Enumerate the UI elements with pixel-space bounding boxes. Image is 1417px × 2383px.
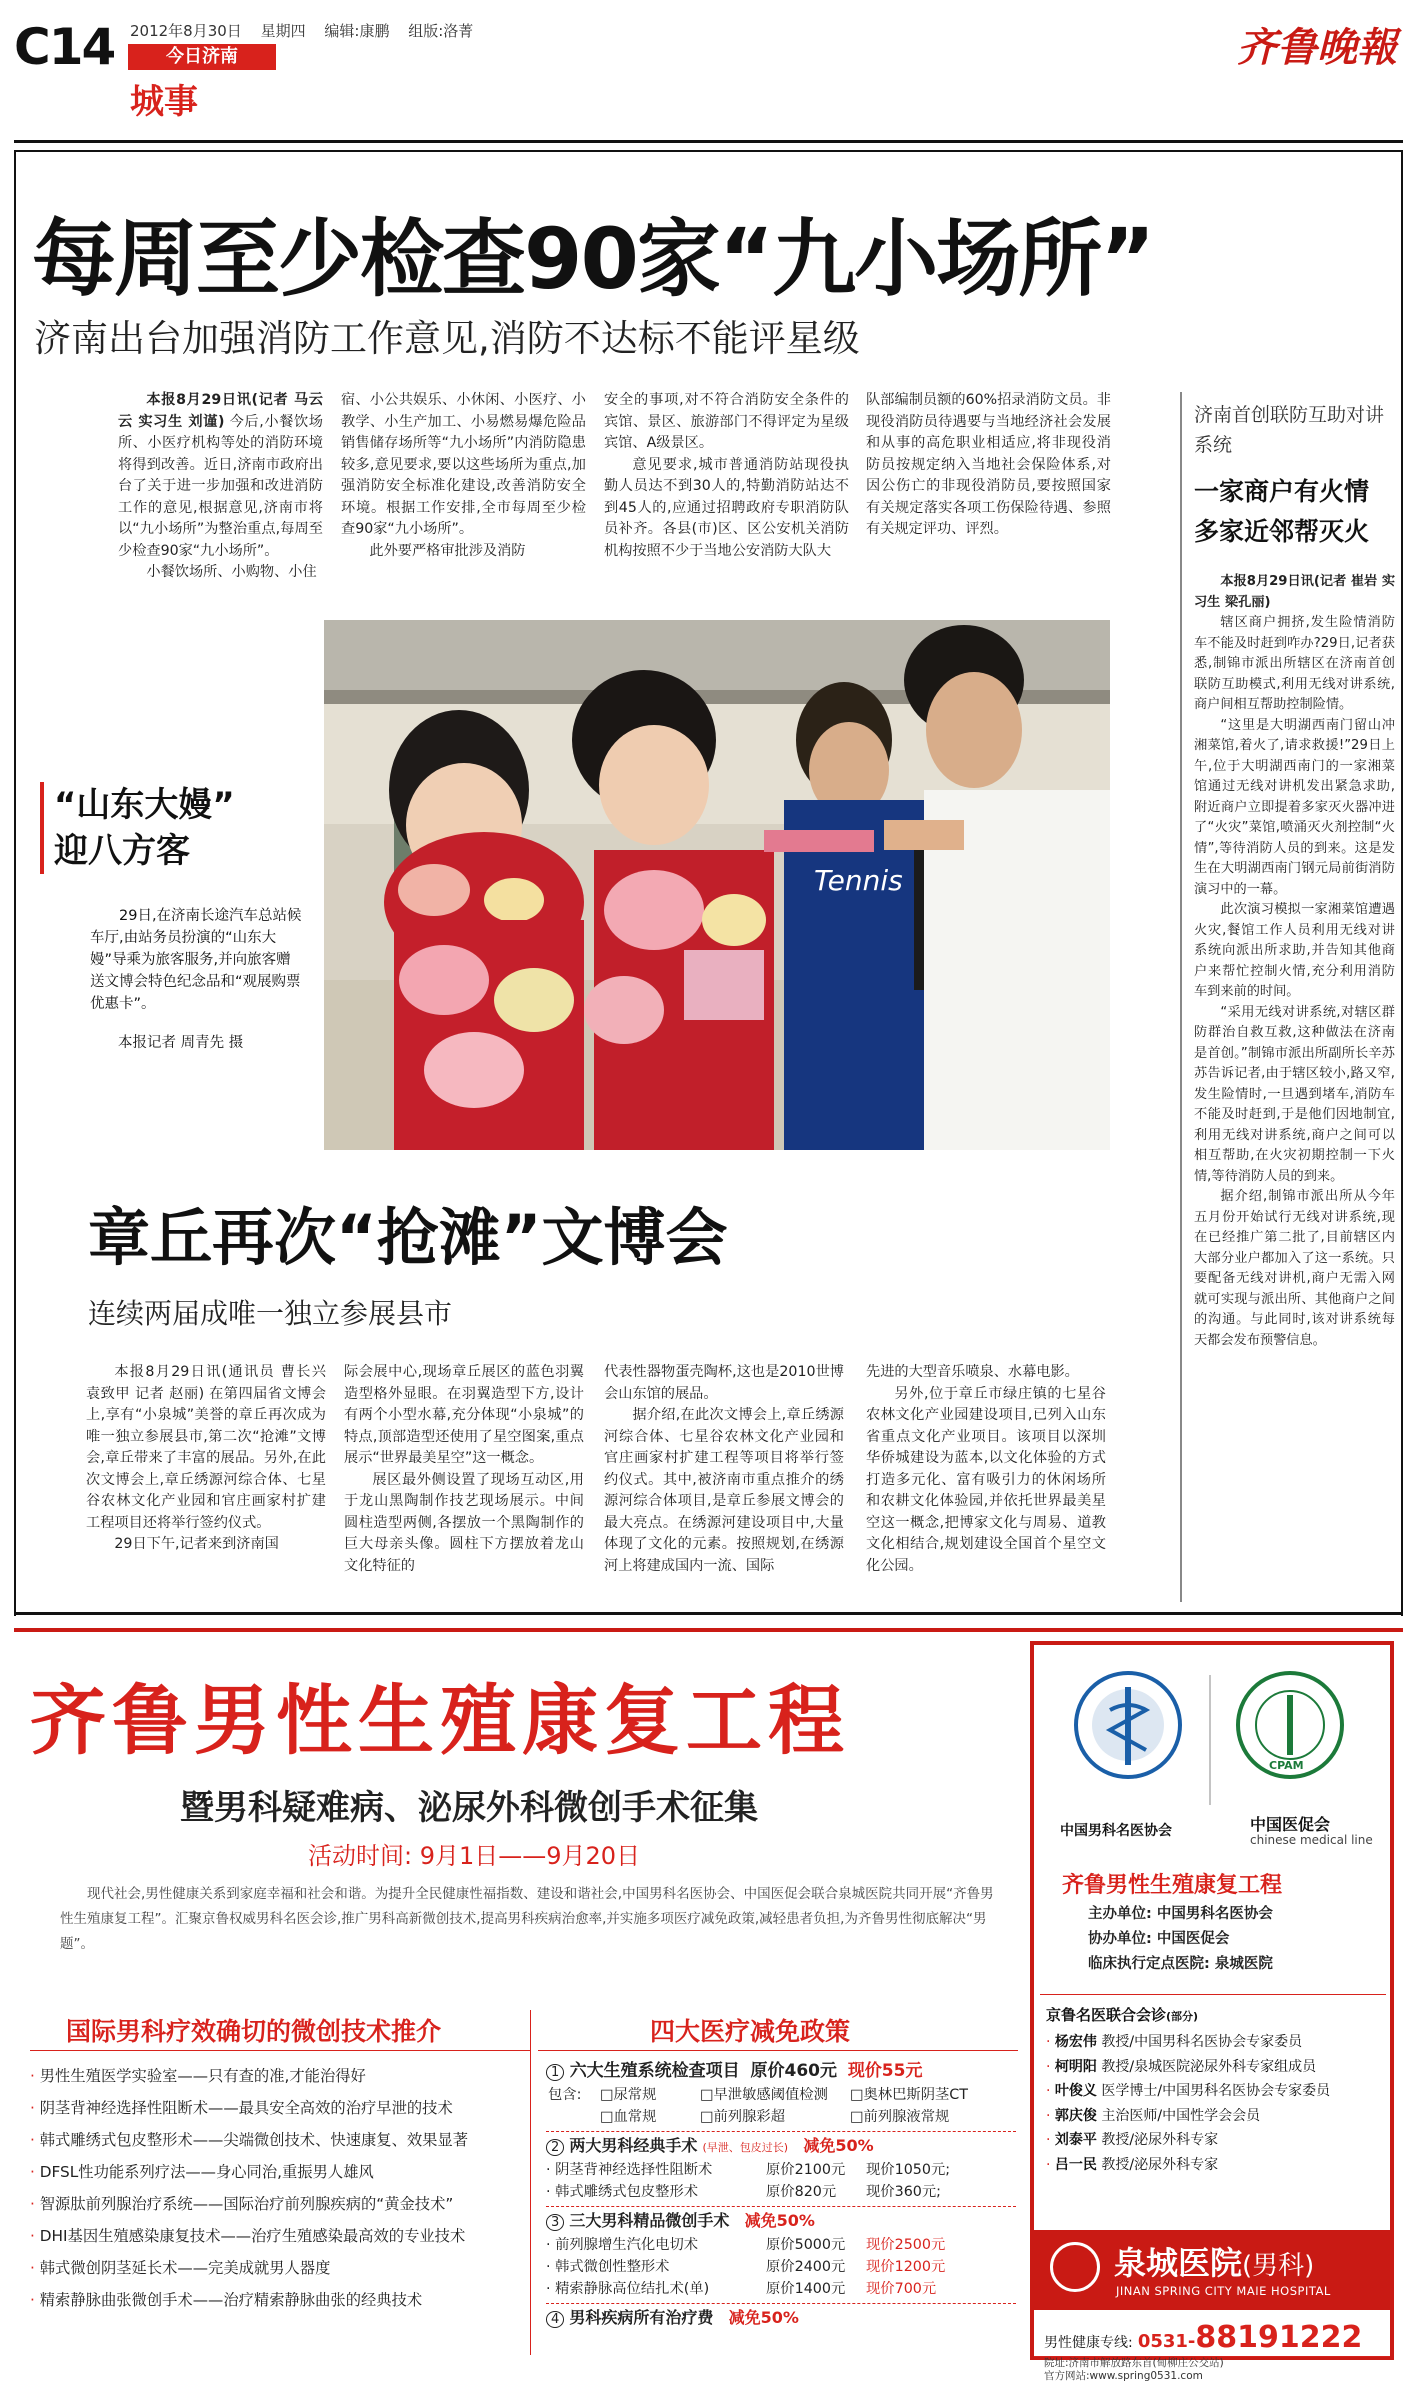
article1-byline: 本报8月29日讯(记者 马云云 实习生 刘谨)	[118, 392, 323, 430]
article2-col4-p1: 先进的大型音乐喷泉、水幕电影。	[866, 1364, 1079, 1380]
ad-column-divider	[530, 2010, 531, 2355]
policy-1-name: 六大生殖系统检查项目	[569, 2061, 740, 2081]
article1-col2-p2: 此外要严格审批涉及消防	[369, 542, 526, 559]
policy-4-discount: 减免50%	[728, 2308, 799, 2327]
sidebar-story	[1180, 392, 1395, 1602]
policy-2-note: (早泄、包皮过长)	[702, 2141, 789, 2154]
sidebar-p5: 据介绍,制锦市派出所从今年五月份开始试行无线对讲系统,现在已经推广第二批了,目前辖区内大部分业户都加入了这一系统。只要配备无线对讲机,商户无需入网就可实现与派出所、其他商户之间的沟通。与此同时,该对讲系统每天都会发布预警信息。	[1194, 1189, 1395, 1348]
org2-seal-abbr: CPAM	[1269, 1759, 1304, 1772]
article1-col4	[866, 390, 1111, 541]
masthead-logo: 齐鲁晚報	[1237, 24, 1397, 71]
policy-row: · 阴茎背神经选择性阻断术 原价2100元 现价1050元;	[546, 2162, 951, 2178]
article2-subheadline: 连续两届成唯一独立参展县市	[88, 1297, 453, 1330]
section-tag: 今日济南	[128, 44, 276, 70]
article2-col2-p2: 展区最外侧设置了现场互动区,用于龙山黑陶制作技艺现场展示。中间圆柱造型两侧,各摆放一个黑陶制作的巨大母亲头像。圆柱下方摆放着龙山文化特征的	[344, 1471, 584, 1574]
photo-title-line2: 迎八方客	[54, 831, 190, 871]
photo-shirt-text: Tennis	[814, 864, 903, 897]
check-item: □早泄敏感阈值检测	[700, 2087, 828, 2103]
policy-4	[546, 2304, 1016, 2331]
experts-list	[1046, 2030, 1330, 2177]
ad-right-rule	[538, 2050, 1018, 2051]
sidebar-headline-2: 多家近邻帮灭火	[1194, 517, 1370, 546]
photo-title-line1: “山东大嫚”	[54, 785, 235, 825]
policy-1-checks: 包含: □尿常规 □早泄敏感阈值检测 □奥林巴斯阴茎CT □血常规 □前列腺彩超 □前列腺液常规	[546, 2084, 1016, 2128]
policy-row: · 前列腺增生汽化电切术 原价5000元 现价2500元	[546, 2237, 946, 2253]
exec-hospital: 泉城医院	[1214, 1956, 1273, 1972]
policy-2	[546, 2132, 1016, 2207]
issue-editor: 编辑:康鹏	[324, 22, 390, 40]
ad-tech-item: · DFSL性功能系列疗法——身心同治,重振男人雄风	[30, 2163, 374, 2181]
ad-tech-item: · 智源肽前列腺治疗系统——国际治疗前列腺疾病的“黄金技术”	[30, 2195, 454, 2213]
section-category: 城事	[130, 82, 198, 122]
check-item: □血常规	[600, 2109, 657, 2125]
policy-4-num: 4	[546, 2311, 564, 2328]
photo-credit: 本报记者 周青先 摄	[118, 1035, 244, 1051]
article1-col3-p2: 意见要求,城市普通消防站现役执勤人员达不到30人的,特勤消防站达不到45人的,应通过招聘政府专职消防队员补齐。各县(市)区、区公安机关消防机构按照不少于当地公安消防大队大	[604, 456, 849, 559]
hospital-website[interactable]: 官方网站:www.spring0531.com	[1044, 2369, 1203, 2382]
policy-3-num: 3	[546, 2214, 564, 2231]
policy-1-num: 1	[546, 2064, 564, 2081]
article1-subheadline: 济南出台加强消防工作意见,消防不达标不能评星级	[34, 317, 860, 360]
sidebar-p2: “这里是大明湖西南门留山冲湘菜馆,着火了,请求救援!”29日上午,位于大明湖西南门的一家湘菜馆通过无线对讲机发出紧急求助,附近商户立即提着多家灭火器冲进了“火灾”菜馆,喷涌灭火剂控制“火情”,等待消防人员的到来。这是发生在大明湖西南门钢元局前街消防演习中的一幕。	[1194, 717, 1395, 897]
article2-headline: 章丘再次“抢滩”文博会	[88, 1201, 728, 1274]
article2-col2-p1: 际会展中心,现场章丘展区的蓝色羽翼造型格外显眼。在羽翼造型下方,设计有两个小型水幕,充分体现“小泉城”的特点,顶部造型还使用了星空图案,重点展示“世界最美星空”这一概念。	[344, 1364, 584, 1466]
expert-item: · 吕一民 教授/泌尿外科专家	[1046, 2156, 1219, 2173]
policy-3-discount: 减免50%	[744, 2211, 815, 2230]
article2-col2	[344, 1362, 584, 1577]
ad-tech-item: · 精索静脉曲张微创手术——治疗精索静脉曲张的经典技术	[30, 2291, 423, 2309]
check-item: □尿常规	[600, 2087, 657, 2103]
side-organizers: 主办单位: 中国男科名医协会 协办单位: 中国医促会 临床执行定点医院: 泉城医院	[1088, 1906, 1273, 1972]
policy-1-now: 现价55元	[847, 2061, 923, 2081]
article1-col1	[118, 390, 323, 584]
side-rule	[1040, 1994, 1386, 1995]
frame-top	[14, 150, 1403, 152]
article2-col3	[604, 1362, 844, 1577]
photo-shandong-daman	[324, 620, 1110, 1150]
co-org: 中国医促会	[1156, 1931, 1230, 1947]
article1-col3-p1: 安全的事项,对不符合消防安全条件的宾馆、景区、旅游部门不得评定为星级宾馆、A级景区。	[604, 392, 849, 451]
article1-col1-p1: 今后,小餐饮场所、小医疗机构等处的消防环境将得到改善。近日,济南市政府出台了关于进一步加强和改进消防工作的意见,根据意见,济南市将以“九小场所”为整治重点,每周至少检查90家“九小场所”。	[118, 413, 323, 559]
article2-col4	[866, 1362, 1106, 1577]
article1-col3	[604, 390, 849, 562]
ad-tech-item: · 韩式微创阴茎延长术——完美成就男人器度	[30, 2259, 331, 2277]
ad-left-list	[30, 2060, 530, 2316]
hotline-number: 88191222	[1195, 2320, 1363, 2355]
article2-col1	[86, 1362, 326, 1556]
org2-name: 中国医促会	[1250, 1815, 1331, 1834]
policy-row: · 韩式雕绣式包皮整形术 原价820元 现价360元;	[546, 2184, 941, 2200]
sidebar-body	[1194, 572, 1395, 1351]
hospital-logo-icon	[1050, 2242, 1100, 2292]
policy-3	[546, 2207, 1016, 2304]
expert-item: · 刘泰平 教授/泌尿外科专家	[1046, 2132, 1219, 2148]
policy-3-name: 三大男科精品微创手术	[569, 2211, 730, 2230]
article1-col2	[341, 390, 586, 562]
sidebar-p3: 此次演习模拟一家湘菜馆遭遇火灾,餐馆工作人员利用无线对讲系统向派出所求助,并告知其他商户来帮忙控制火情,充分利用消防车到来前的时间。	[1194, 902, 1395, 999]
org-logos-graphic	[1050, 1665, 1370, 1815]
frame-bottom	[14, 1612, 1403, 1615]
ad-right-heading: 四大医疗减免政策	[650, 2017, 851, 2046]
ad-subtitle: 暨男科疑难病、泌尿外科微创手术征集	[180, 1788, 758, 1828]
org2-en: chinese medical line	[1250, 1833, 1373, 1847]
issue-layout: 组版:洛菁	[408, 22, 474, 40]
sidebar-p1: 辖区商户拥挤,发生险情消防车不能及时赶到咋办?29日,记者获悉,制锦市派出所辖区在济南首创联防互助模式,利用无线对讲系统,商户间相互帮助控制险情。	[1194, 615, 1395, 712]
sidebar-kicker: 济南首创联防互助对讲系统	[1194, 404, 1385, 456]
ad-date	[308, 1836, 640, 1871]
sidebar-byline: 本报8月29日讯(记者 崔岩 实习生 梁孔丽)	[1194, 574, 1396, 610]
sidebar-headline-1: 一家商户有火情	[1194, 477, 1370, 506]
ad-left-rule	[30, 2050, 530, 2051]
photo-caption-block	[40, 782, 305, 874]
article1-col1-p2: 小餐饮场所、小购物、小住	[146, 564, 317, 580]
org1-name: 中国男科名医协会	[1060, 1823, 1172, 1839]
ad-tech-item: · 阴茎背神经选择性阻断术——最具安全高效的治疗早泄的技术	[30, 2099, 453, 2117]
ad-tech-item: · 韩式雕绣式包皮整形术——尖端微创技术、快速康复、效果显著	[30, 2131, 469, 2149]
policy-1-orig: 原价460元	[750, 2061, 837, 2081]
frame-left	[14, 150, 16, 1616]
expert-item: · 柯明阳 教授/泉城医院泌尿外科专家组成员	[1046, 2058, 1317, 2075]
ad-tech-item: · DHI基因生殖感染康复技术——治疗生殖感染最高效的专业技术	[30, 2227, 466, 2245]
hospital-address: 院址:济南市解放路东首(甸柳庄公交站)	[1044, 2357, 1224, 2369]
expert-item: · 叶俊义 医学博士/中国男科名医协会专家委员	[1046, 2083, 1331, 2099]
ad-tech-item: · 男性生殖医学实验室——只有查的准,才能治得好	[30, 2067, 366, 2085]
policy-1	[546, 2060, 1016, 2132]
expert-item: · 郭庆俊 主治医师/中国性学会会员	[1046, 2107, 1261, 2124]
issue-weekday: 星期四	[260, 22, 306, 40]
hospital-en-name: JINAN SPRING CITY MAIE HOSPITAL	[1116, 2284, 1331, 2298]
issue-meta	[130, 20, 487, 41]
expert-item: · 杨宏伟 教授/中国男科名医协会专家委员	[1046, 2034, 1303, 2050]
article2-col3-p1: 代表性器物蛋壳陶杯,这也是2010世博会山东馆的展品。	[604, 1364, 844, 1402]
ad-left-heading: 国际男科疗效确切的微创技术推介	[66, 2017, 442, 2046]
article2-col3-p2: 据介绍,在此次文博会上,章丘绣源河综合体、七星谷农林文化产业园和官庄画家村扩建工程等项目将举行签约仪式。其中,被济南市重点推介的绣源河综合体项目,是章丘参展文博会的最大亮点。在绣源河建设项目中,大量体现了文化的元素。按照规划,在绣源河上将建成国内一流、国际	[604, 1407, 844, 1574]
ad-policies	[546, 2060, 1016, 2331]
article2-col1-p2: 29日下午,记者来到济南国	[114, 1536, 279, 1552]
ad-intro: 现代社会,男性健康关系到家庭幸福和社会和谐。为提升全民健康性福指数、建设和谐社会,中国男科名医协会、中国医促会联合泉城医院共同开展“齐鲁男性生殖康复工程”。汇聚京鲁权威男科名医会诊,推广男科高新微创技术,提高男科疾病治愈率,并实施多项医疗减免政策,减轻患者负担,为齐鲁男性彻底解决“男题”。	[60, 1886, 994, 1952]
article2-col1-p1: 本报8月29日讯(通讯员 曹长兴 袁致甲 记者 赵丽) 在第四届省文博会上,享有“小泉城”美誉的章丘再次成为唯一独立参展县市,第二次“抢滩”文博会,章丘带来了丰富的展品。另外,在此次文博会上,章丘绣源河综合体、七星谷农林文化产业园和官庄画家村扩建工程项目还将举行签约仪式。	[86, 1364, 326, 1531]
frame-right	[1401, 150, 1403, 1616]
policy-row: · 韩式微创性整形术 原价2400元 现价1200元	[546, 2259, 946, 2275]
check-item: □前列腺彩超	[700, 2109, 785, 2125]
hospital-contact	[1044, 2357, 1224, 2382]
policy-2-discount: 减免50%	[803, 2136, 874, 2155]
hospital-banner	[1034, 2230, 1390, 2310]
org-logos	[1050, 1665, 1370, 1815]
experts-heading: 京鲁名医联合会诊(部分)	[1046, 2006, 1199, 2024]
page-number: C14	[14, 18, 115, 76]
check-item: □前列腺液常规	[850, 2109, 950, 2125]
policy-2-num: 2	[546, 2139, 564, 2156]
article1-headline: 每周至少检查90家“九小场所”	[32, 210, 1154, 308]
hospital-name: 泉城医院(男科)	[1114, 2244, 1315, 2282]
check-item: □奥林巴斯阴茎CT	[850, 2087, 969, 2103]
hotline: 男性健康专线: 0531-88191222	[1044, 2320, 1363, 2355]
article2-col4-p2: 另外,位于章丘市绿庄镇的七星谷农林文化产业园建设项目,已列入山东省重点文化产业项目。该项目以深圳华侨城建设为蓝本,以文化体验的方式打造多元化、富有吸引力的休闲场所和农耕文化体验园,并依托世界最美星空这一概念,把博家文化与周易、道教文化相结合,规划建设全国首个星空文化公园。	[866, 1385, 1106, 1574]
header-rule	[14, 140, 1403, 143]
ad-date-label: 活动时间:	[308, 1842, 413, 1870]
issue-date: 2012年8月30日	[130, 22, 242, 40]
policy-2-name: 两大男科经典手术	[569, 2136, 698, 2155]
sidebar-p4: “采用无线对讲系统,对辖区群防群治自救互救,这种做法在济南是首创。”制锦市派出所副所长辛苏苏告诉记者,由于辖区较小,路又窄,发生险情时,一旦遇到堵车,消防车不能及时赶到,于是他们因地制宜,利用无线对讲系统,商户之间可以相互帮助,在火灾初期控制一下火情,等待消防人员的到来。	[1194, 1004, 1395, 1184]
photo-illustration	[324, 620, 1110, 1150]
article1-col2-p1: 宿、小公共娱乐、小休闲、小医疗、小教学、小生产加工、小易燃易爆危险品销售储存场所等“九小场所”内消防隐患较多,意见要求,要以这些场所为重点,加强消防安全标准化建设,改善消防安全环境。根据工作安排,全市每周至少检查90家“九小场所”。	[341, 392, 586, 537]
article1-col4-p1: 队部编制员额的60%招录消防文员。非现役消防员待遇要与当地经济社会发展和从事的高危职业相适应,将非现役消防员按规定纳入当地社会保险体系,对因公伤亡的非现役消防员,要按照国家有关规定落实各项工伤保险待遇、参照有关规定评功、评烈。	[866, 392, 1111, 537]
host-org: 中国男科名医协会	[1156, 1906, 1273, 1922]
photo-caption: 29日,在济南长途汽车总站候车厅,由站务员扮演的“山东大嫚”导乘为旅客服务,并向旅客赠送文博会特色纪念品和“观展购票优惠卡”。	[90, 908, 302, 1012]
policy-4-name: 男科疾病所有治疗费	[569, 2308, 714, 2327]
policy-row: · 精索静脉高位结扎术(单) 原价1400元 现价700元	[546, 2281, 937, 2297]
ad-title: 齐鲁男性生殖康复工程	[30, 1676, 850, 1765]
side-project-title: 齐鲁男性生殖康复工程	[1062, 1873, 1283, 1898]
ad-date-value: 9月1日——9月20日	[419, 1842, 641, 1870]
